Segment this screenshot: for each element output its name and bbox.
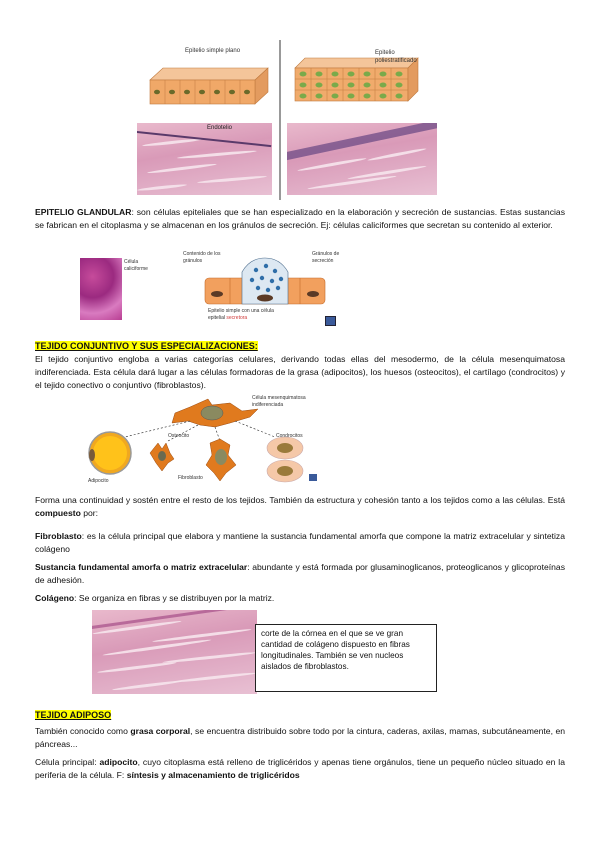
goblet-label-2: caliciforme — [124, 266, 148, 272]
endothelium-label: Endotelio — [207, 125, 233, 131]
endothelium-micrograph — [137, 123, 272, 195]
adiposo-p2-d: síntesis y almacenamiento de triglicéridos — [126, 770, 300, 780]
sustancia-text: : abundante y está formada por glusaminoglicanos, proteoglicanos y glicoproteínas de adhesión. — [35, 562, 566, 585]
glandular-caption-2a: epitelial — [208, 315, 227, 321]
glandular-title: EPITELIO GLANDULAR — [35, 207, 132, 217]
simple-epithelium-label: Epitelio simple plano — [185, 48, 241, 54]
fibroblasto-term: Fibroblasto — [35, 531, 82, 541]
sustancia-term: Sustancia fundamental amorfa o matriz extracelular — [35, 562, 248, 572]
adiposo-p1-a: También conocido como — [35, 726, 131, 736]
granulos-label-1: Gránulos de — [312, 251, 340, 257]
colageno-text: : Se organiza en fibras y se distribuyen por la matriz. — [74, 593, 275, 603]
condrocitos-label: Condrocitos — [276, 433, 303, 439]
mesen-label-1: Célula mesenquimatosa — [252, 395, 306, 401]
adiposo-heading: TEJIDO ADIPOSO — [35, 710, 112, 720]
simple-epithelium-block — [150, 68, 268, 104]
glandular-caption-1: Epitelio simple con una célula — [208, 308, 274, 314]
continuity-text-c: por: — [80, 508, 99, 518]
cornea-caption: corte de la córnea en el que se ve gran cantidad de colágeno dispuesto en fibras longitudinales. También se ven nucleos aislados de fibroblastos. — [255, 624, 437, 692]
stratified-label-1: Epitelio — [375, 50, 395, 56]
fibroblasto-label: Fibroblasto — [178, 475, 203, 481]
granulos-label-2: secreción — [312, 258, 334, 264]
stratified-label-2: poliestratificado — [375, 58, 417, 64]
fibroblasto-text: : es la célula principal que elabora y mantiene la sustancia fundamental amorfa que compone la matriz extracelular y sintetiza colágeno — [35, 531, 565, 554]
contenido-label-1: Contenido de los — [183, 251, 221, 257]
goblet-micrograph — [80, 258, 122, 320]
conjuntivo-intro: El tejido conjuntivo engloba a varias categorías celulares, derivando todas ellas del mesodermo, de la célula mesenquimatosa indiferenciada. Esta célula dará lugar a las células formadoras de la grasa (adipocitos), los huesos (osteocitos), el cartílago (condrocitos) y el tejido conectivo o conjuntivo (fibroblastos). — [35, 354, 565, 390]
continuity-paragraph — [35, 494, 565, 520]
osteocito-label: Osteocito — [168, 433, 190, 439]
continuity-text-a: Forma una continuidad y sostén entre el resto de los tejidos. También da estructura y cohesión tanto a los tejidos como a las células. Está — [35, 495, 565, 505]
adiposo-p2-a: Célula principal: — [35, 757, 100, 767]
adiposo-p1-c: , se encuentra distribuido sobre todo por la cintura, caderas, axilas, mamas, subcutáneamente, en páncreas... — [35, 726, 566, 749]
continuity-text-b: compuesto — [35, 508, 81, 518]
adiposo-p1-b: grasa corporal — [130, 726, 191, 736]
colageno-term: Colágeno — [35, 593, 75, 603]
video-icon-2[interactable] — [309, 474, 317, 481]
video-icon[interactable] — [325, 316, 336, 326]
colageno-paragraph — [35, 592, 565, 605]
stratified-epithelium-block — [295, 58, 418, 101]
glandular-caption-2b: secretora — [226, 315, 248, 321]
adipocito-label: Adipocito — [88, 478, 109, 484]
adiposo-paragraph-1 — [35, 725, 565, 751]
conjuntivo-heading: TEJIDO CONJUNTIVO Y SUS ESPECIALIZACIONES: — [35, 341, 258, 351]
adiposo-paragraph-2 — [35, 756, 565, 782]
adiposo-p2-b: adipocito — [99, 757, 138, 767]
mesen-label-2: indiferenciada — [252, 402, 284, 408]
connective-cells-figure — [80, 393, 320, 485]
contenido-label-2: gránulos — [183, 258, 203, 264]
cornea-micrograph — [92, 610, 257, 694]
sustancia-paragraph — [35, 561, 565, 587]
fibroblasto-paragraph — [35, 530, 565, 556]
goblet-label-1: Célula — [124, 259, 139, 265]
glandular-text: : son células epiteliales que se han especializado en la elaboración y secreción de sustancias. Estas sustancias se fabrican en el citoplasma y se almacenan en los gránulos de secreción. Ej: células caliciformes que secretan su contenido al exterior. — [35, 207, 565, 230]
glandular-paragraph — [35, 206, 565, 232]
adiposo-p2-c: , cuyo citoplasma está relleno de triglicéridos y apenas tiene orgánulos, tiene un pequeño núcleo situado en la periferia de la célula. F: — [35, 757, 566, 780]
stratified-micrograph — [287, 123, 437, 195]
